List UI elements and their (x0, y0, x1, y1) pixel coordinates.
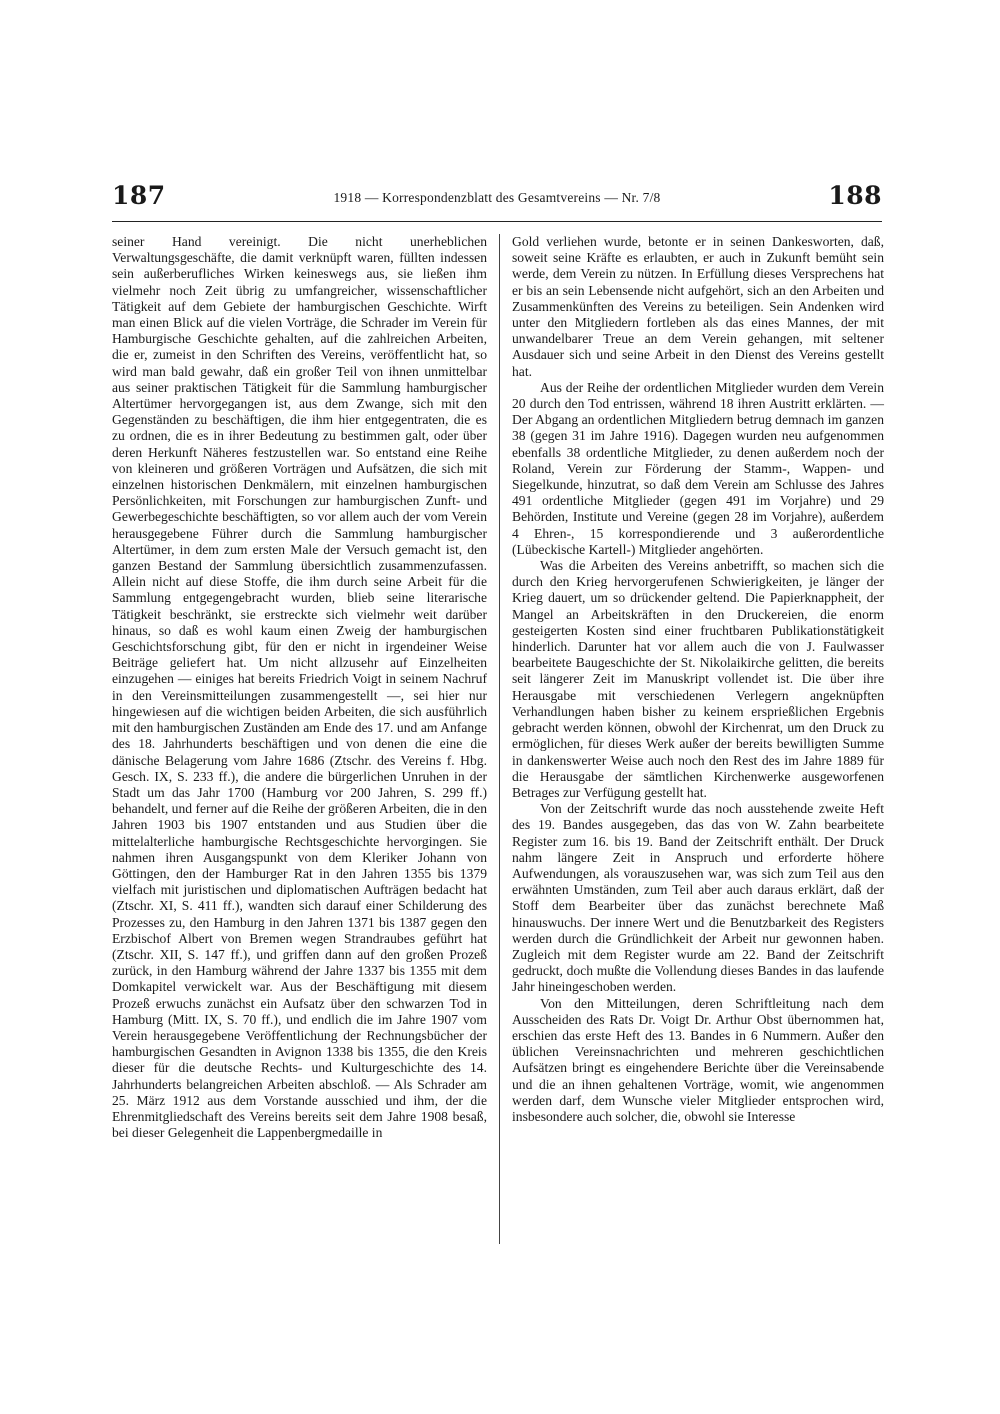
paragraph: seiner Hand vereinigt. Die nicht unerheblichen Verwaltungsgeschäfte, die damit verknüpft waren, füllten indessen sein außerberufliches Wirken keineswegs aus, sie ließen ihm vielmehr noch Zeit übrig zu umfangreicher, wissenschaftlicher Tätigkeit auf dem Gebiete der hamburgischen Geschichte. Wirft man einen Blick auf die vielen Vorträge, die Schrader im Verein für Hamburgische Geschichte gehalten, auf die zahlreichen Arbeiten, die er, zumeist in den Schriften des Vereins, veröffentlicht hat, so wird man bald gewahr, daß ein großer Teil von ihnen unmittelbar aus seiner praktischen Tätigkeit für die Sammlung hamburgischer Altertümer hervorgegangen ist, aus dem Zwange, sich mit den Gegenständen zu beschäftigen, die ihm hier entgegentraten, die es zu ordnen, die es in ihrer Bedeutung zu bestimmen galt, oder über deren Herkunft Näheres festzustellen war. So entstand eine Reihe von kleineren und größeren Vorträgen und Aufsätzen, die sich mit einzelnen historischen Denkmälern, mit einzelnen hamburgischen Persönlichkeiten, mit Forschungen zur hamburgischen Zunft- und Gewerbegeschichte beschäftigten, so vor allem auch der vom Verein herausgegebene Führer durch die Sammlung hamburgischer Altertümer, in dem zum ersten Male der Versuch gemacht ist, den ganzen Bestand der Sammlung übersichtlich zusammenzufassen. Allein nicht auf diese Stoffe, die ihm durch seine Arbeit für die Sammlung entgegengebracht wurden, blieb seine literarische Tätigkeit beschränkt, sie erstreckte sich vielmehr weit darüber hinaus, so daß es wohl kaum einen Zweig der hamburgischen Geschichtsforschung gibt, für den er nicht in irgendeiner Weise Beiträge geliefert hat. Um nicht allzusehr auf Einzelheiten einzugehen — einiges hat bereits Friedrich Voigt in seinem Nachruf in den Vereinsmitteilungen zusammengestellt —, sei hier nur hingewiesen auf die wichtigen beiden Arbeiten, die sich ausführlich mit den hamburgischen Zuständen am Ende des 17. und am Anfange des 18. Jahrhunderts beschäftigen und von denen die eine die dänische Belagerung vom Jahre 1686 (Ztschr. des Vereins f. Hbg. Gesch. IX, S. 233 ff.), die andere die bürgerlichen Unruhen in der Stadt um das Jahr 1700 (Hamburg vor 200 Jahren, S. 299 ff.) behandelt, und ferner auf die Reihe der größeren Arbeiten, die in den Jahren 1903 bis 1907 entstanden und aus Studien über die mittelalterliche hamburgische Rechtsgeschichte hervorgingen. Sie nahmen ihren Ausgangspunkt von dem Kleriker Johann von Göttingen, den der Hamburger Rat in den Jahren 1355 bis 1379 vielfach mit juristischen und diplomatischen Aufträgen bedacht hat (Ztschr. XI, S. 411 ff.), wandten sich darauf einer Schilderung des Prozesses zu, den Hamburg in den Jahren 1371 bis 1387 gegen den Erzbischof Albert von Bremen wegen Strandraubes geführt hat (Ztschr. XII, S. 147 ff.), und griffen dann auf den großen Prozeß zurück, in den Hamburg während der Jahre 1337 bis 1355 mit dem Domkapitel verwickelt war. Aus der Beschäftigung mit diesem Prozeß erwuchs zunächst ein Aufsatz über den schwarzen Tod in Hamburg (Mitt. IX, S. 70 ff.), und endlich die im Jahre 1907 vom Verein herausgegebene Veröffentlichung der Rechnungsbücher der hamburgischen Gesandten in Avignon 1338 bis 1355, die den Kreis dieser für die deutsche Rechts- und Kulturgeschichte des 14. Jahrhunderts belangreichen Arbeiten abschloß. — Als Schrader am 25. März 1912 aus dem Vorstande ausschied und ihm, der die Ehrenmitgliedschaft des Vereins bereits seit dem Jahre 1908 besaß, bei dieser Gelegenheit die Lappenbergmedaille in (112, 234, 487, 1141)
right-column (512, 234, 884, 1125)
paragraph: Gold verliehen wurde, betonte er in seinen Dankesworten, daß, soweit seine Kräfte es erlaubten, er auch in Zukunft bemüht sein werde, dem Verein zu nützen. In Erfüllung dieses Versprechens hat er bis an sein Lebensende nicht aufgehört, sich an den Arbeiten und Zusammenkünften des Vereins zu beteiligen. Sein Andenken wird unter den Mitgliedern fortleben als das eines Mannes, der mit unwandelbarer Treue an dem Verein gehangen, mit seltener Ausdauer sich und seine Arbeit in den Dienst des Vereins gestellt hat. (512, 234, 884, 379)
paragraph: Aus der Reihe der ordentlichen Mitglieder wurden dem Verein 20 durch den Tod entrissen, während 18 ihren Austritt erklärten. — Der Abgang an ordentlichen Mitgliedern betrug demnach im ganzen 38 (gegen 31 im Jahre 1916). Dagegen wurden neu aufgenommen ebenfalls 38 ordentliche Mitglieder, zu denen außerdem noch der Roland, Verein zur Förderung der Stamm-, Wappen- und Siegelkunde, hinzutrat, so daß dem Verein am Schlusse des Jahres 491 ordentliche Mitglieder (gegen 491 im Vorjahre) und 29 Behörden, Institute und Vereine (gegen 28 im Vorjahre), außerdem 4 Ehren-, 15 korrespondierende und 3 außerordentliche (Lübeckische Kartell-) Mitglieder angehörten. (512, 379, 884, 557)
running-title: 1918 — Korrespondenzblatt des Gesamtvereins — Nr. 7/8 (333, 190, 661, 205)
left-column (112, 234, 487, 1141)
paragraph: Von der Zeitschrift wurde das noch ausstehende zweite Heft des 19. Bandes ausgegeben, das das von W. Zahn bearbeitete Register zum 16. bis 19. Band der Zeitschrift enthält. Der Druck nahm längere Zeit in Anspruch und erforderte höhere Aufwendungen, als vorauszusehen war, was sich zum Teil aus den erwähnten Umständen, zum Teil aber auch daraus erklärt, daß der Stoff dem Bearbeiter über das zunächst berechnete Maß hinauswuchs. Der innere Wert und die Benutzbarkeit des Registers werden durch die Gründlichkeit der Arbeit nur gewonnen haben. Zugleich mit dem Register wurde am 22. Band der Zeitschrift gedruckt, doch mußte die Vollendung dieses Bandes in das laufende Jahr hineingeschoben werden. (512, 801, 884, 995)
column-divider (499, 234, 500, 1244)
paragraph: Was die Arbeiten des Vereins anbetrifft, so machen sich die durch den Krieg hervorgerufenen Schwierigkeiten, je länger der Krieg dauert, um so drückender geltend. Die Papierknappheit, der Mangel an Arbeitskräften in den Druckereien, die enorm gesteigerten Kosten sind einer fruchtbaren Publikationstätigkeit hinderlich. Darunter hat vor allem auch die von J. Faulwasser bearbeitete Baugeschichte der St. Nikolaikirche gelitten, die bereits seit längerer Zeit im Manuskript vollendet ist. Die über ihre Herausgabe mit verschiedenen Verlegern angeknüpften Verhandlungen haben bisher zu keinem ersprießlichen Ergebnis gebracht werden können, obwohl der Kirchenrat, um den Druck zu ermöglichen, für dieses Werk außer der bereits bewilligten Summe in dankenswerter Weise auch noch den Rest des im Jahre 1889 für die Herausgabe der sämtlichen Kirchenwerke ausgeworfenen Betrages zur Verfügung gestellt hat. (512, 558, 884, 800)
paragraph: Von den Mitteilungen, deren Schriftleitung nach dem Ausscheiden des Rats Dr. Voigt Dr. Arthur Obst übernommen hat, erschien das erste Heft des 13. Bandes in 6 Nummern. Außer den üblichen Vereinsnachrichten und mehreren geschichtlichen Aufsätzen bringt es eingehendere Berichte über die Vereinsabende und die an ihnen gehaltenen Vorträge, womit, wie angenommen werden darf, dem Wunsche vieler Mitglieder entsprochen wird, insbesondere auch solcher, die, obwohl sie Interesse (512, 995, 884, 1124)
page-number-left: 187 (112, 181, 166, 210)
page-header (112, 181, 882, 222)
page-number-right: 188 (828, 181, 882, 210)
